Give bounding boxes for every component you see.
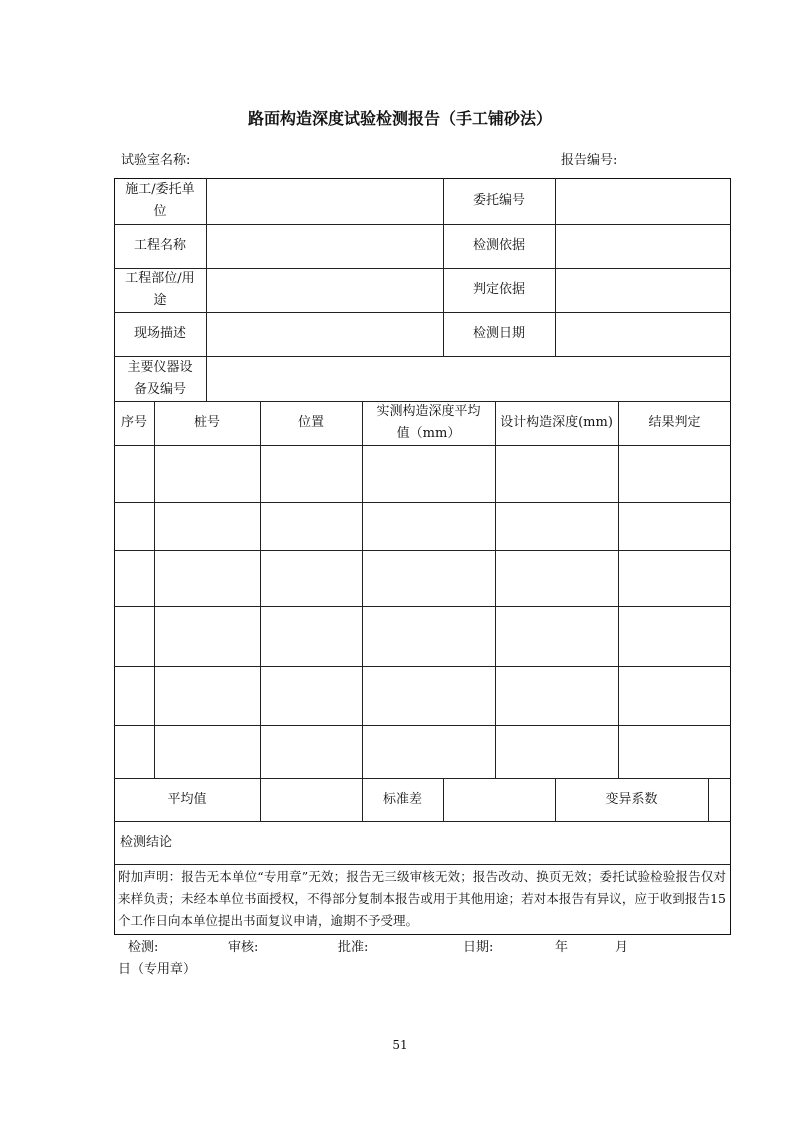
cell-index[interactable] bbox=[114, 725, 154, 778]
row-divider bbox=[114, 864, 731, 865]
cell-index[interactable] bbox=[114, 606, 154, 666]
cell-result[interactable] bbox=[618, 725, 731, 778]
cell-measured-depth[interactable] bbox=[362, 666, 495, 725]
project-name-label: 工程名称 bbox=[133, 238, 186, 253]
cell-design-depth[interactable] bbox=[495, 606, 618, 666]
cv-value[interactable] bbox=[708, 778, 731, 821]
col-header-design-depth: 设计构造深度(mm) bbox=[500, 415, 613, 430]
commission-number-value[interactable] bbox=[555, 178, 731, 224]
date-label: 日期: bbox=[463, 940, 494, 955]
std-dev-value[interactable] bbox=[443, 778, 555, 821]
cell-position[interactable] bbox=[260, 550, 362, 606]
cell-station[interactable] bbox=[154, 725, 260, 778]
cell-result[interactable] bbox=[618, 550, 731, 606]
year-label: 年 bbox=[555, 940, 569, 955]
cell-position[interactable] bbox=[260, 725, 362, 778]
cell-station[interactable] bbox=[154, 502, 260, 550]
average-label: 平均值 bbox=[167, 791, 207, 807]
tester-label: 检测: bbox=[128, 940, 159, 955]
client-unit-label: 施工/委托单位 bbox=[125, 182, 195, 219]
cell-index[interactable] bbox=[114, 666, 154, 725]
test-basis-value[interactable] bbox=[555, 224, 731, 268]
cell-measured-depth[interactable] bbox=[362, 502, 495, 550]
judgment-basis-value[interactable] bbox=[555, 268, 731, 312]
project-name-value[interactable] bbox=[206, 224, 443, 268]
cv-label: 变异系数 bbox=[605, 791, 658, 807]
std-dev-label: 标准差 bbox=[382, 791, 422, 807]
site-description-value[interactable] bbox=[206, 312, 443, 356]
cell-station[interactable] bbox=[154, 666, 260, 725]
cell-design-depth[interactable] bbox=[495, 725, 618, 778]
report-title: 路面构造深度试验检测报告（手工铺砂法） bbox=[247, 109, 552, 128]
month-label: 月 bbox=[615, 940, 629, 955]
report-number-label: 报告编号: bbox=[561, 153, 618, 168]
cell-position[interactable] bbox=[260, 502, 362, 550]
cell-result[interactable] bbox=[618, 606, 731, 666]
lab-name-label: 试验室名称: bbox=[121, 153, 191, 168]
cell-index[interactable] bbox=[114, 445, 154, 502]
judgment-basis-label: 判定依据 bbox=[472, 282, 525, 297]
col-header-position: 位置 bbox=[297, 415, 324, 430]
cell-index[interactable] bbox=[114, 502, 154, 550]
cell-design-depth[interactable] bbox=[495, 666, 618, 725]
cell-measured-depth[interactable] bbox=[362, 606, 495, 666]
client-unit-value[interactable] bbox=[206, 178, 443, 224]
commission-number-label: 委托编号 bbox=[472, 193, 525, 208]
cell-station[interactable] bbox=[154, 606, 260, 666]
cell-measured-depth[interactable] bbox=[362, 445, 495, 502]
day-label: 日（专用章） bbox=[118, 962, 197, 977]
cell-result[interactable] bbox=[618, 502, 731, 550]
cell-station[interactable] bbox=[154, 445, 260, 502]
page-number: 51 bbox=[392, 1038, 408, 1052]
instruments-value[interactable] bbox=[206, 356, 731, 401]
site-description-label: 现场描述 bbox=[133, 326, 186, 341]
project-part-value[interactable] bbox=[206, 268, 443, 312]
additional-statement: 附加声明：报告无本单位“专用章”无效；报告无三级审核无效；报告改动、换页无效；委托试验检验报告仅对来样负责；未经本单位书面授权，不得部分复制本报告或用于其他用途；若对本报告有异议，应于收到报告15个工作日向本单位提出书面复议申请，逾期不予受理。 bbox=[118, 869, 726, 928]
cell-result[interactable] bbox=[618, 666, 731, 725]
cell-position[interactable] bbox=[260, 445, 362, 502]
cell-result[interactable] bbox=[618, 445, 731, 502]
col-header-measured-depth: 实测构造深度平均值（mm） bbox=[376, 404, 481, 441]
test-basis-label: 检测依据 bbox=[472, 238, 525, 253]
col-header-result: 结果判定 bbox=[648, 415, 701, 430]
test-date-label: 检测日期 bbox=[472, 326, 525, 341]
reviewer-label: 审核: bbox=[228, 940, 259, 955]
cell-index[interactable] bbox=[114, 550, 154, 606]
cell-design-depth[interactable] bbox=[495, 502, 618, 550]
cell-position[interactable] bbox=[260, 606, 362, 666]
col-header-index: 序号 bbox=[120, 415, 147, 430]
cell-design-depth[interactable] bbox=[495, 445, 618, 502]
average-value[interactable] bbox=[260, 778, 362, 821]
cell-position[interactable] bbox=[260, 666, 362, 725]
instruments-label: 主要仪器设备及编号 bbox=[127, 359, 193, 397]
cell-design-depth[interactable] bbox=[495, 550, 618, 606]
test-date-value[interactable] bbox=[555, 312, 731, 356]
approver-label: 批准: bbox=[338, 940, 369, 955]
cell-measured-depth[interactable] bbox=[362, 550, 495, 606]
cell-measured-depth[interactable] bbox=[362, 725, 495, 778]
project-part-label: 工程部位/用途 bbox=[125, 271, 195, 308]
cell-station[interactable] bbox=[154, 550, 260, 606]
signature-line bbox=[118, 937, 728, 981]
conclusion-label: 检测结论 bbox=[120, 834, 173, 850]
col-header-station: 桩号 bbox=[193, 415, 220, 430]
